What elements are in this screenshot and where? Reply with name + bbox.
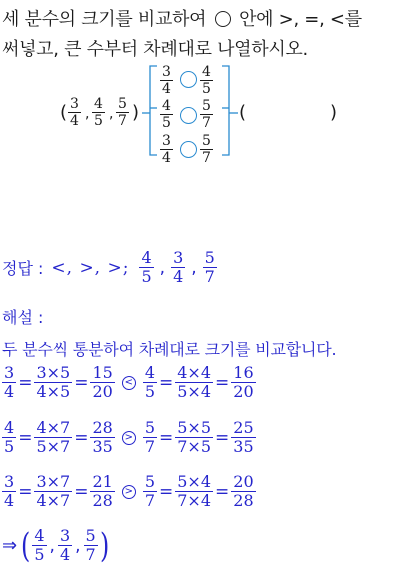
fraction-3-4: $\frac{3}{4}$ <box>70 96 79 129</box>
eq3-right-result: $\frac{20}{28}$ <box>233 472 254 510</box>
comparison-diagram <box>0 62 400 166</box>
answer-close-paren: ) <box>330 102 338 123</box>
fraction-5-7: $\frac{5}{7}$ <box>118 96 127 129</box>
eq2-left: $\frac{4}{5}$ <box>4 418 15 456</box>
pair2-left-fraction: $\frac{4}{5}$ <box>162 98 171 131</box>
eq2-compare-sign: > <box>122 431 136 445</box>
equation-row-3: $\frac{3}{4}$ = $\frac{3\times 7}{4\times 7}$ = $\frac{21}{28}$ > $\frac{5}{7}$ = $\frac{5\times 4}{7\times 4}$ = $\frac{20}{28}$ <box>4 472 254 510</box>
eq3-left-result: $\frac{21}{28}$ <box>92 472 113 510</box>
question-text-1-tail: 안에 >, =, <를 <box>239 9 362 30</box>
pair1-left-fraction: $\frac{3}{4}$ <box>162 64 171 97</box>
eq2-right-expanded: $\frac{5\times 5}{7\times 5}$ <box>177 418 212 456</box>
final-open-paren: ( <box>21 525 31 566</box>
explanation-label: 해설 : <box>2 308 44 327</box>
final-fraction-2: $\frac{3}{4}$ <box>59 526 71 564</box>
eq2-left-expanded: $\frac{4\times 7}{5\times 7}$ <box>36 418 71 456</box>
arrow-icon: ⇒ <box>2 535 18 556</box>
pair3-right-fraction: $\frac{5}{7}$ <box>202 133 211 166</box>
final-fraction-1: $\frac{4}{5}$ <box>34 526 45 564</box>
eq1-compare-sign: < <box>122 376 136 390</box>
eq1-left: $\frac{3}{4}$ <box>4 363 15 401</box>
answer-fraction-3: $\frac{5}{7}$ <box>204 248 215 286</box>
eq2-left-result: $\frac{28}{35}$ <box>92 418 113 456</box>
question-text-2: 써넣고, 큰 수부터 차례대로 나열하시오. <box>2 39 308 60</box>
eq1-right-result: $\frac{16}{20}$ <box>233 363 254 401</box>
pair1-right-fraction: $\frac{4}{5}$ <box>202 64 211 97</box>
explanation-text: 두 분수씩 통분하여 차례대로 크기를 비교합니다. <box>2 340 337 359</box>
pair2-compare-circle[interactable] <box>180 107 197 124</box>
pair1-compare-circle[interactable] <box>180 71 197 88</box>
answer-label: 정답 : <box>2 259 44 278</box>
eq1-right-expanded: $\frac{4\times 4}{5\times 4}$ <box>177 363 212 401</box>
pair2-right-fraction: $\frac{5}{7}$ <box>202 98 211 131</box>
equation-row-1: $\frac{3}{4}$ = $\frac{3\times 5}{4\times 5}$ = $\frac{15}{20}$ < $\frac{4}{5}$ = $\frac{4\times 4}{5\times 4}$ = $\frac{16}{20}$ <box>4 363 254 401</box>
eq1-left-expanded: $\frac{3\times 5}{4\times 5}$ <box>36 363 71 401</box>
eq1-right: $\frac{4}{5}$ <box>144 363 155 401</box>
final-fraction-3: $\frac{5}{7}$ <box>85 526 96 564</box>
question-text-1: 세 분수의 크기를 비교하여 <box>2 9 207 30</box>
eq1-left-result: $\frac{15}{20}$ <box>92 363 113 401</box>
final-close-paren: ) <box>99 525 110 566</box>
answer-fraction-1: $\frac{4}{5}$ <box>141 248 152 286</box>
equation-row-2: $\frac{4}{5}$ = $\frac{4\times 7}{5\times 7}$ = $\frac{28}{35}$ > $\frac{5}{7}$ = $\frac{5\times 5}{7\times 5}$ = $\frac{25}{35}$ <box>4 418 254 456</box>
eq3-right-expanded: $\frac{5\times 4}{7\times 4}$ <box>177 472 212 510</box>
pair3-compare-circle[interactable] <box>180 141 197 158</box>
eq3-left-expanded: $\frac{3\times 7}{4\times 7}$ <box>36 472 71 510</box>
answer-signs: <, >, >; <box>51 257 130 278</box>
eq2-right-result: $\frac{25}{35}$ <box>233 418 254 456</box>
final-order-row: ⇒ ( $\frac{4}{5}$ , $\frac{3}{4}$ , $\frac{5}{7}$ ) <box>2 525 110 566</box>
answer-open-paren: ( <box>239 102 247 123</box>
eq2-right: $\frac{5}{7}$ <box>144 418 155 456</box>
eq3-right: $\frac{5}{7}$ <box>144 472 155 510</box>
blank-circle-icon <box>215 11 231 27</box>
pair3-left-fraction: $\frac{3}{4}$ <box>162 133 171 166</box>
question-line-2 <box>2 35 308 61</box>
comma: , <box>109 106 114 122</box>
comma: , <box>85 106 90 122</box>
eq3-compare-sign: > <box>122 485 136 499</box>
answer-line: 정답 : <, >, >; $\frac{4}{5}$ , $\frac{3}{4}$ , $\frac{5}{7}$ <box>2 248 215 286</box>
fraction-4-5: $\frac{4}{5}$ <box>94 96 103 129</box>
open-paren: ( <box>60 102 68 123</box>
answer-fraction-2: $\frac{3}{4}$ <box>173 248 184 286</box>
close-paren: ) <box>132 102 140 123</box>
eq3-left: $\frac{3}{4}$ <box>4 472 15 510</box>
question-line-1 <box>2 5 362 31</box>
